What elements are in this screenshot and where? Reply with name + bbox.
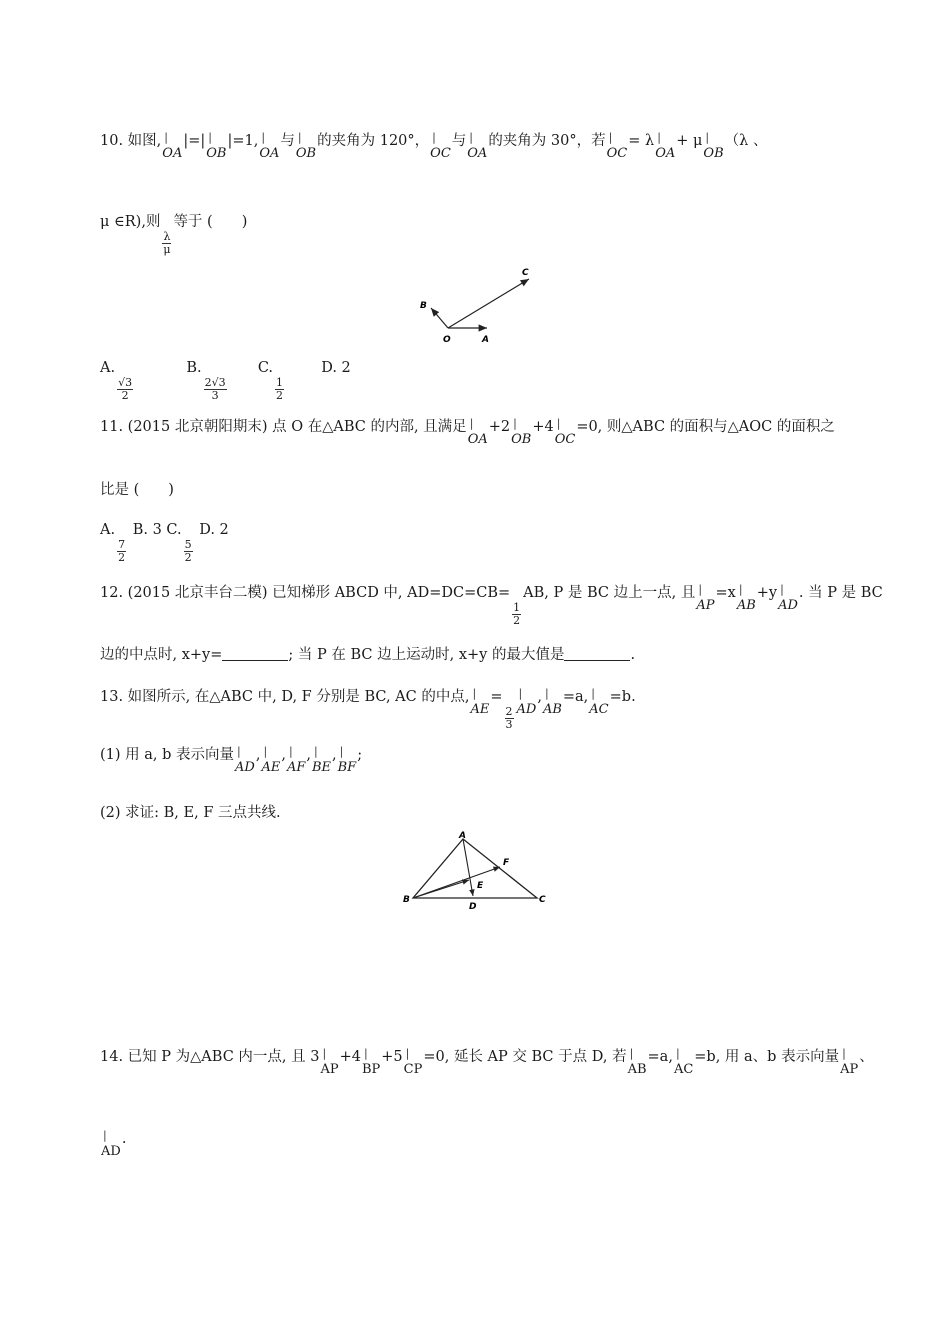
text: 13. 如图所示, 在△ABC 中, D, F 分别是 BC, AC 的中点,	[100, 689, 470, 705]
text: =	[490, 689, 503, 705]
option-c-fraction	[275, 377, 284, 402]
vector-ae: | AE	[261, 744, 280, 778]
label-a: A	[482, 335, 489, 345]
vector-ob: | OB	[296, 130, 316, 164]
label-o: O	[443, 335, 451, 345]
vector-cp: | CP	[404, 1046, 423, 1080]
text: + μ	[676, 133, 703, 149]
text: D. 2	[321, 360, 351, 376]
text: =a,	[647, 1049, 673, 1065]
figure-triangle-abc	[400, 828, 560, 914]
q10-line2	[100, 212, 247, 256]
label-c: C	[539, 895, 546, 905]
fraction-two-thirds	[505, 706, 514, 731]
q13-part1	[100, 744, 362, 778]
text: =a,	[562, 689, 589, 705]
text: √3	[118, 376, 133, 389]
vector-ab: | AB	[543, 686, 562, 720]
text: =b, 用 a、b 表示向量	[694, 1049, 840, 1065]
answer-blank-1[interactable]	[222, 646, 288, 661]
text: .	[121, 1131, 127, 1147]
q13-part2: (2) 求证: B, E, F 三点共线.	[100, 805, 281, 821]
text: C.	[257, 360, 274, 376]
text: ,	[332, 747, 337, 763]
vector-ap: | AP	[840, 1046, 858, 1080]
vector-ob: | OB	[703, 130, 723, 164]
text: B.	[186, 360, 202, 376]
text: 2	[276, 389, 284, 402]
text: |=|	[183, 133, 206, 149]
text: μ ∈R),则	[100, 214, 161, 230]
vector-oa: | OA	[655, 130, 675, 164]
text: 1	[513, 601, 521, 614]
q11-line1	[100, 416, 835, 450]
text: 12. (2015 北京丰台二模) 已知梯形 ABCD 中, AD=DC=CB=	[100, 585, 511, 601]
q12-line1	[100, 582, 883, 627]
q13-line1	[100, 686, 636, 731]
figure-vectors-oabc	[405, 262, 555, 348]
text: 的夹角为 120°，	[317, 133, 430, 149]
q10-line1	[100, 130, 767, 164]
fraction-lambda-mu	[162, 231, 171, 256]
text: ,	[281, 747, 286, 763]
text: +2	[488, 419, 511, 435]
text: 与	[280, 133, 295, 149]
label-b: B	[420, 301, 427, 311]
option-c-fraction	[184, 539, 193, 564]
vector-ad: | AD	[517, 686, 537, 720]
vector-ap: | AP	[320, 1046, 338, 1080]
answer-blank-2[interactable]	[564, 646, 630, 661]
triangle-outline	[413, 839, 537, 898]
segment-ad	[463, 839, 473, 896]
text: 3	[211, 389, 219, 402]
q11-options	[100, 520, 229, 564]
text: 2	[505, 705, 513, 718]
vector-ad: | AD	[235, 744, 255, 778]
vector-oc-arrow	[448, 279, 529, 328]
text: 、	[859, 1049, 874, 1065]
vector-oa: | OA	[162, 130, 182, 164]
vector-ob-arrow	[431, 308, 448, 328]
text: 1	[276, 376, 284, 389]
text: =0, 延长 AP 交 BC 于点 D, 若	[423, 1049, 627, 1065]
vector-ob: | OB	[511, 416, 531, 450]
text: 的夹角为 30°，若	[488, 133, 606, 149]
text: +y	[756, 585, 778, 601]
text: +4	[532, 419, 554, 435]
text: ,	[306, 747, 311, 763]
fraction-half	[512, 602, 521, 627]
text: =x	[715, 585, 736, 601]
label-d: D	[469, 902, 477, 912]
vector-ad: | AD	[101, 1128, 121, 1162]
text: =0, 则△ABC 的面积与△AOC 的面积之	[576, 419, 835, 435]
label-a: A	[459, 831, 466, 841]
text: =b.	[609, 689, 636, 705]
text: ,	[255, 747, 261, 763]
q10-lead: 10. 如图,	[100, 133, 162, 149]
text: .	[630, 647, 636, 663]
text: 与	[451, 133, 467, 149]
vector-ae: | AE	[470, 686, 489, 720]
text: |=1,	[227, 133, 259, 149]
vector-oc: | OC	[430, 130, 451, 164]
text: 2	[513, 614, 521, 627]
text: A.	[100, 360, 116, 376]
text: A.	[100, 522, 116, 538]
text: B. 3	[132, 522, 162, 538]
text: 14. 已知 P 为△ABC 内一点, 且 3	[100, 1049, 320, 1065]
text: 边的中点时, x+y=	[100, 647, 223, 663]
vector-ap: | AP	[696, 582, 714, 616]
text: ;	[357, 747, 363, 763]
text: 2	[121, 389, 129, 402]
label-c: C	[522, 268, 529, 278]
text: 11. (2015 北京朝阳期末) 点 O 在△ABC 的内部, 且满足	[100, 419, 467, 435]
text: . 当 P 是 BC	[798, 585, 883, 601]
vector-oa: | OA	[468, 416, 488, 450]
vector-ac: | AC	[589, 686, 608, 720]
label-f: F	[503, 858, 510, 868]
text: = λ	[628, 133, 655, 149]
q14-line1	[100, 1046, 874, 1080]
option-a-fraction	[117, 377, 133, 402]
vector-ob: | OB	[206, 130, 226, 164]
text: +5	[381, 1049, 403, 1065]
vector-ab: | AB	[628, 1046, 647, 1080]
text: μ	[163, 243, 171, 256]
option-a-fraction	[117, 539, 126, 564]
text: AB, P 是 BC 边上一点, 且	[523, 585, 696, 601]
vector-bf: | BF	[338, 744, 357, 778]
vector-be: | BE	[312, 744, 331, 778]
vector-ac: | AC	[674, 1046, 693, 1080]
label-e: E	[477, 881, 484, 891]
option-b-fraction	[204, 377, 227, 402]
text: 2√3	[204, 376, 226, 389]
label-b: B	[403, 895, 410, 905]
vector-oa: | OA	[259, 130, 279, 164]
q12-line2	[100, 645, 635, 665]
vector-af: | AF	[287, 744, 305, 778]
vector-oc: | OC	[555, 416, 576, 450]
text: 3	[505, 718, 513, 731]
vector-oc: | OC	[607, 130, 628, 164]
text: 2	[118, 551, 126, 564]
text: 等于 ( )	[173, 214, 248, 230]
text: +4	[339, 1049, 361, 1065]
vector-ad: | AD	[778, 582, 798, 616]
vector-oa: | OA	[467, 130, 487, 164]
q14-line2	[100, 1128, 126, 1162]
text: ; 当 P 在 BC 边上运动时, x+y 的最大值是	[288, 647, 565, 663]
q11-line2: 比是 ( )	[100, 482, 174, 498]
vector-ab: | AB	[737, 582, 756, 616]
text: （λ 、	[724, 133, 768, 149]
text: C.	[166, 522, 182, 538]
vector-bp: | BP	[362, 1046, 380, 1080]
q10-options	[100, 358, 351, 402]
text: (1) 用 a, b 表示向量	[100, 747, 235, 763]
text: ,	[537, 689, 542, 705]
text: λ	[163, 230, 171, 243]
text: 5	[184, 538, 192, 551]
text: 2	[184, 551, 192, 564]
text: D. 2	[199, 522, 229, 538]
text: 7	[118, 538, 126, 551]
